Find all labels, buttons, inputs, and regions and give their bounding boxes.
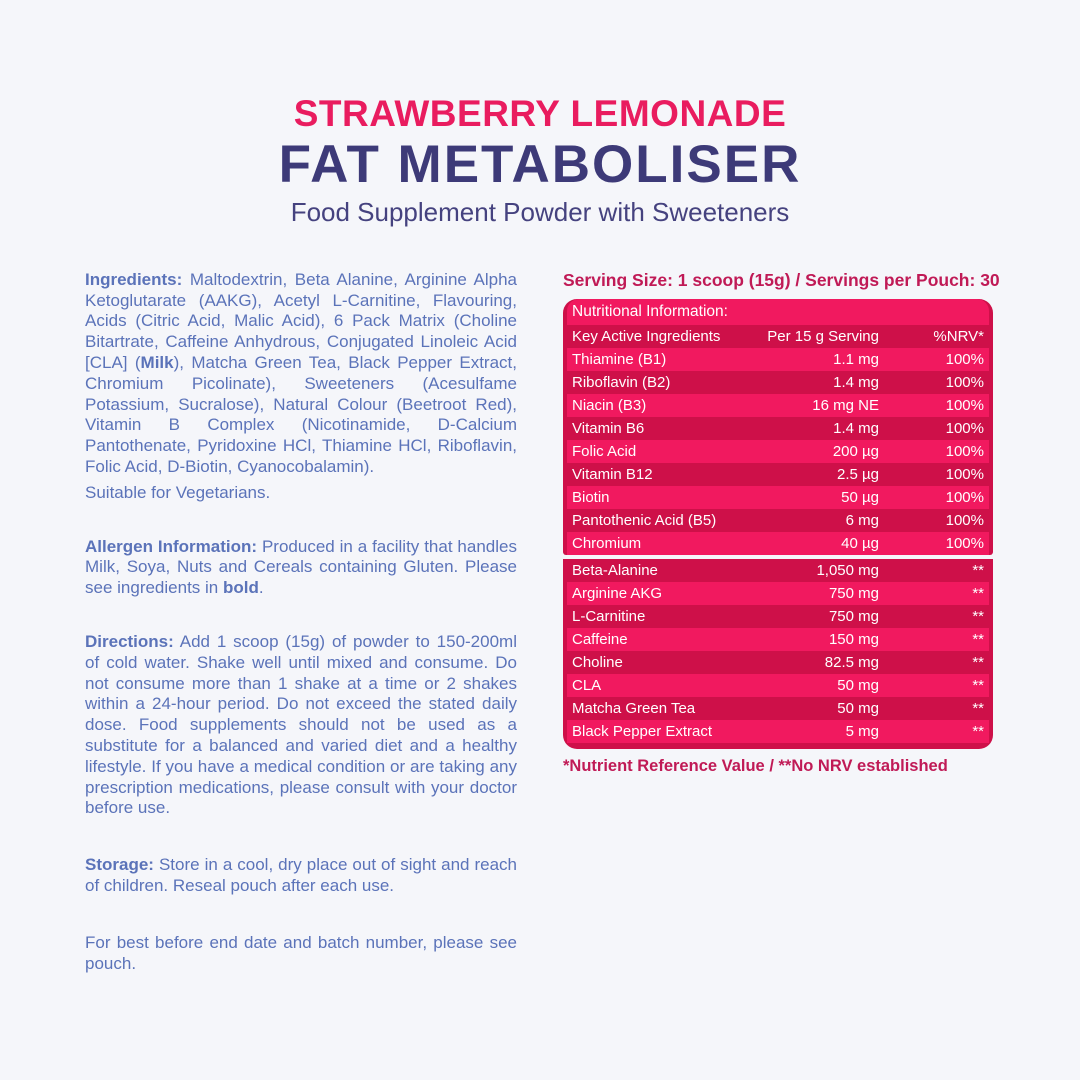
nutrient-amount: 1,050 mg — [816, 561, 879, 579]
storage-paragraph — [85, 855, 517, 897]
nutrient-name: Folic Acid — [572, 442, 637, 460]
nutrient-row — [567, 720, 989, 743]
allergen-paragraph — [85, 537, 517, 599]
ingredients-label: Ingredients: — [85, 269, 183, 289]
nutrient-nrv: ** — [972, 561, 984, 579]
table-title: Nutritional Information: — [572, 302, 728, 320]
nutrient-row — [563, 605, 993, 628]
nutrient-row — [567, 628, 989, 651]
best-before-paragraph: For best before end date and batch number, please see pouch. — [85, 932, 517, 973]
nutrient-amount: 750 mg — [828, 584, 879, 602]
nutrient-row — [563, 509, 993, 532]
nutrient-amount: 1.4 mg — [833, 419, 879, 437]
info-column — [85, 270, 517, 975]
nutrient-nrv: ** — [972, 722, 984, 740]
nutrient-name: Thiamine (B1) — [572, 350, 667, 368]
nutrient-amount: 16 mg NE — [812, 396, 879, 414]
nutrient-name: Black Pepper Extract — [572, 722, 713, 740]
nutrient-row — [567, 486, 989, 509]
vitamins-section — [563, 299, 993, 555]
nutrient-amount: 1.1 mg — [833, 350, 879, 368]
nutrient-amount: 150 mg — [828, 630, 879, 648]
serving-size-line: Serving Size: 1 scoop (15g) / Servings per Pouch: 30 — [563, 269, 1000, 290]
suitable-for-vegetarians-line: Suitable for Vegetarians. — [85, 482, 271, 502]
nutrient-nrv: 100% — [945, 511, 984, 529]
nutrient-row — [567, 582, 989, 605]
column-header-ingredient: Key Active Ingredients — [572, 327, 721, 345]
nutrition-column — [563, 269, 1000, 776]
nutrient-name: Chromium — [572, 534, 642, 552]
nutrient-amount: 50 mg — [837, 699, 879, 717]
nutrient-nrv: 100% — [945, 465, 984, 483]
nrv-footnote: *Nutrient Reference Value / **No NRV established — [563, 756, 948, 775]
nutrient-name: Vitamin B12 — [572, 465, 653, 483]
ingredients-text-after: ), Matcha Green Tea, Black Pepper Extract, Chromium Picolinate), Sweeteners (Acesulfame Potassium, Sucralose), Natural Colour (Beetroot Red), Vitamin B Complex (Nicotinamide, D-Calcium Pantothenate, Pyridoxine HCl, Thiamine HCl, Riboflavin, Folic Acid, D-Biotin, Cyanocobalamin). — [85, 353, 517, 476]
column-header-per-serving: Per 15 g Serving — [767, 327, 879, 345]
nutrient-amount: 40 µg — [841, 534, 879, 552]
nutrient-name: Beta-Alanine — [572, 561, 658, 579]
column-header-nrv: %NRV* — [933, 327, 984, 345]
nutrient-nrv: ** — [972, 630, 984, 648]
nutrient-name: Caffeine — [572, 630, 628, 648]
nutrient-row — [567, 394, 989, 417]
flavor-title: STRAWBERRY LEMONADE — [293, 93, 787, 134]
nutrient-name: Choline — [572, 653, 623, 671]
nutrient-nrv: ** — [972, 699, 984, 717]
nutrient-row — [563, 463, 993, 486]
nutrient-name: Vitamin B6 — [572, 419, 645, 437]
nutrient-nrv: ** — [972, 653, 984, 671]
nutrient-nrv: ** — [972, 676, 984, 694]
nutrient-amount: 200 µg — [832, 442, 879, 460]
nutrient-name: Matcha Green Tea — [572, 699, 696, 717]
nutrient-amount: 82.5 mg — [824, 653, 879, 671]
nutrient-amount: 750 mg — [828, 607, 879, 625]
nutrient-amount: 5 mg — [845, 722, 879, 740]
nutrient-nrv: 100% — [945, 396, 984, 414]
nutrient-row — [563, 651, 993, 674]
header — [0, 0, 1080, 228]
nutrient-nrv: ** — [972, 607, 984, 625]
content-columns — [85, 269, 1000, 975]
nutrient-row — [563, 697, 993, 720]
actives-section — [563, 559, 993, 749]
product-subtitle: Food Supplement Powder with Sweeteners — [290, 196, 790, 227]
nutrition-table — [563, 299, 993, 749]
nutrient-nrv: 100% — [945, 534, 984, 552]
nutrient-row — [567, 532, 989, 555]
nutrient-nrv: ** — [972, 584, 984, 602]
allergen-text: Produced in a facility that handles Milk, Soya, Nuts and Cereals containing Gluten. Please see ingredients in — [85, 536, 517, 598]
nutrient-row — [567, 348, 989, 371]
allergen-label: Allergen Information: — [85, 536, 258, 556]
nutrient-nrv: 100% — [945, 488, 984, 506]
product-title: FAT METABOLISER — [278, 134, 802, 194]
ingredients-bold-milk: Milk — [140, 353, 174, 372]
nutrient-row — [563, 417, 993, 440]
nutrient-amount: 2.5 µg — [836, 465, 879, 483]
nutrient-amount: 1.4 mg — [833, 373, 879, 391]
storage-label: Storage: — [85, 855, 154, 875]
directions-text: Add 1 scoop (15g) of powder to 150-200ml of cold water. Shake well until mixed and consume. Do not consume more than 1 shake at a time or 2 shakes within a 24-hour period. Do not exceed the stated daily dose. Food supplements should not be used as a substitute for a balanced and varied diet and a healthy lifestyle. If you have a medical condition or are taking any prescription medications, please consult with your doctor before use. — [85, 631, 517, 818]
nutrient-name: Biotin — [572, 488, 610, 506]
nutrient-amount: 6 mg — [845, 511, 879, 529]
nutrient-amount: 50 mg — [837, 676, 879, 694]
nutrient-amount: 50 µg — [841, 488, 879, 506]
nutrient-name: CLA — [572, 676, 602, 694]
nutrient-nrv: 100% — [945, 442, 984, 460]
directions-paragraph — [85, 632, 517, 819]
nutrient-nrv: 100% — [945, 373, 984, 391]
allergen-bold-word: bold — [222, 578, 259, 598]
nutrient-name: Riboflavin (B2) — [572, 373, 671, 391]
nutrient-name: Arginine AKG — [572, 584, 663, 602]
ingredients-text: Maltodextrin, Beta Alanine, Arginine Alpha Ketoglutarate (AAKG), Acetyl L-Carnitine, Flavouring, Acids (Citric Acid, Malic Acid), 6 Pack Matrix (Choline Bitartrate, Caffeine Anhydrous, Conjugated Linoleic Acid [CLA] ( — [85, 269, 517, 372]
ingredients-paragraph — [85, 270, 517, 478]
directions-label: Directions: — [85, 631, 174, 651]
nutrient-row — [567, 674, 989, 697]
nutrient-name: L-Carnitine — [572, 607, 646, 625]
nutrient-nrv: 100% — [945, 419, 984, 437]
nutrient-name: Pantothenic Acid (B5) — [572, 511, 717, 529]
nutrient-nrv: 100% — [945, 350, 984, 368]
table-header-row — [563, 325, 993, 348]
nutrient-row — [567, 440, 989, 463]
allergen-text-after: . — [258, 578, 264, 598]
nutrient-row — [563, 371, 993, 394]
table-title-row — [567, 299, 989, 325]
nutrient-name: Niacin (B3) — [572, 396, 647, 414]
nutrient-row — [563, 559, 993, 582]
storage-text: Store in a cool, dry place out of sight and reach of children. Reseal pouch after each use. — [85, 855, 517, 895]
